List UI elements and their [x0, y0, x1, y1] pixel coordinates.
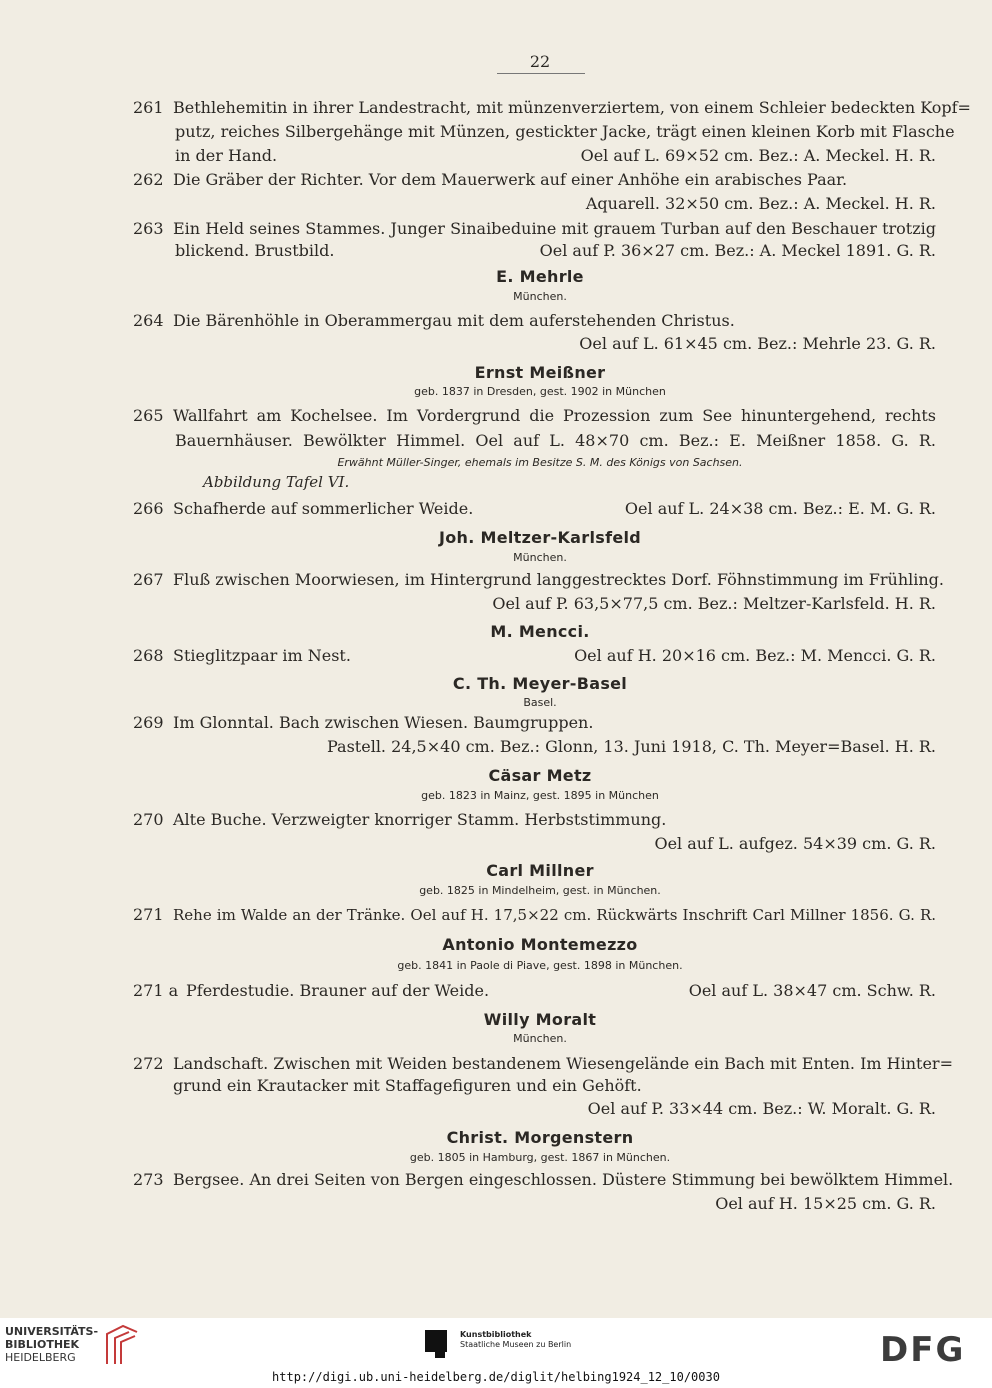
entry-text: Im Glonntal. Bach zwischen Wiesen. Baumgruppen. [173, 713, 594, 732]
logo-text-line: Kunstbibliothek [460, 1330, 532, 1339]
entry-details: Oel auf L. 38×47 cm. Schw. R. [688, 981, 936, 1000]
entry-details: Oel auf L. aufgez. 54×39 cm. G. R. [654, 834, 936, 853]
entry-number: 271 a [133, 981, 179, 1000]
entry-text: Bergsee. An drei Seiten von Bergen eingeschlossen. Düstere Stimmung bei bewölktem Himmel. [173, 1170, 954, 1189]
logo-text-line: UNIVERSITÄTS- [5, 1325, 99, 1338]
artist-info: geb. 1825 in Mindelheim, gest. in München. [419, 884, 661, 897]
entry-details: Pastell. 24,5×40 cm. Bez.: Glonn, 13. Juni 1918, C. Th. Meyer=Basel. H. R. [327, 737, 936, 756]
entry-text: Stieglitzpaar im Nest. [173, 646, 351, 665]
plate-reference: Abbildung Tafel VI. [203, 473, 350, 491]
entry-number: 269 [133, 713, 164, 732]
artist-heading: Cäsar Metz [488, 766, 592, 785]
entry-number: 268 [133, 646, 164, 665]
provenance-note: Erwähnt Müller-Singer, ehemals im Besitze S. M. des Königs von Sachsen. [337, 456, 743, 469]
entry-number: 265 [133, 406, 164, 425]
artist-info: geb. 1805 in Hamburg, gest. 1867 in München. [409, 1151, 671, 1164]
entry-text: Alte Buche. Verzweigter knorriger Stamm. Herbststimmung. [173, 810, 667, 829]
artist-heading: Willy Moralt [483, 1010, 597, 1029]
entry-text: Wallfahrt am Kochelsee. Im Vordergrund die Prozession zum See hinuntergehend, rechts [173, 406, 936, 425]
artist-info: geb. 1823 in Mainz, gest. 1895 in München [421, 789, 659, 802]
artist-info: München. [513, 290, 567, 303]
entry-details: Oel auf P. 36×27 cm. Bez.: A. Meckel 1891. G. R. [539, 241, 936, 260]
logo-text-line: Staatliche Museen zu Berlin [460, 1340, 572, 1349]
library-emblem-icon [103, 1324, 139, 1368]
artist-info: Basel. [523, 696, 557, 709]
entry-text: blickend. Brustbild. [175, 241, 335, 260]
entry-text: grund ein Krautacker mit Staffagefiguren und ein Gehöft. [173, 1076, 642, 1095]
logo-text-line: BIBLIOTHEK [5, 1338, 80, 1351]
entry-details: Oel auf H. 15×25 cm. G. R. [715, 1194, 936, 1213]
kunstbibliothek-logo[interactable] [460, 1330, 571, 1350]
page-number-rule [497, 73, 585, 74]
entry-text: putz, reiches Silbergehänge mit Münzen, gestickter Jacke, trägt einen kleinen Korb mit Flasche [175, 122, 955, 141]
artist-heading: Ernst Meißner [474, 363, 606, 382]
entry-text: Bethlehemitin in ihrer Landestracht, mit münzenverziertem, von einem Schleier bedeckten Kopf= [173, 98, 971, 117]
entry-details: Oel auf P. 33×44 cm. Bez.: W. Moralt. G. R. [587, 1099, 936, 1118]
artist-heading: C. Th. Meyer-Basel [452, 674, 628, 693]
entry-text: Rehe im Walde an der Tränke. Oel auf H. 17,5×22 cm. Rückwärts Inschrift Carl Millner 1856. G. R. [173, 906, 936, 924]
entry-text: in der Hand. [175, 146, 278, 165]
university-library-logo[interactable] [5, 1325, 98, 1364]
artist-heading: M. Mencci. [490, 622, 590, 641]
entry-text: Die Gräber der Richter. Vor dem Mauerwerk auf einer Anhöhe ein arabisches Paar. [173, 170, 848, 189]
artist-info: geb. 1841 in Paole di Piave, gest. 1898 in München. [397, 959, 683, 972]
artist-heading: Joh. Meltzer-Karlsfeld [438, 528, 642, 547]
artist-heading: Christ. Morgenstern [446, 1128, 634, 1147]
artist-heading: E. Mehrle [496, 267, 584, 286]
entry-details: Oel auf L. 24×38 cm. Bez.: E. M. G. R. [624, 499, 936, 518]
logo-text-line: HEIDELBERG [5, 1351, 76, 1364]
entry-number: 272 [133, 1054, 164, 1073]
artist-heading: Carl Millner [486, 861, 594, 880]
entry-number: 263 [133, 219, 164, 238]
artist-info: München. [513, 551, 567, 564]
entry-details: Oel auf L. 61×45 cm. Bez.: Mehrle 23. G. R. [579, 334, 936, 353]
artist-heading: Antonio Montemezzo [442, 935, 638, 954]
entry-number: 271 [133, 905, 164, 924]
entry-text: Ein Held seines Stammes. Junger Sinaibeduine mit grauem Turban auf den Beschauer trotzig [173, 219, 936, 238]
dfg-logo[interactable]: DFG [880, 1330, 966, 1370]
entry-text: Schafherde auf sommerlicher Weide. [173, 499, 474, 518]
artist-info: geb. 1837 in Dresden, gest. 1902 in München [414, 385, 666, 398]
permalink-url[interactable]: http://digi.ub.uni-heidelberg.de/diglit/helbing1924_12_10/0030 [272, 1370, 720, 1384]
entry-number: 261 [133, 98, 164, 117]
entry-details: Oel auf L. 69×52 cm. Bez.: A. Meckel. H. R. [580, 146, 936, 165]
entry-details: Oel auf P. 63,5×77,5 cm. Bez.: Meltzer-Karlsfeld. H. R. [492, 594, 936, 613]
entry-number: 267 [133, 570, 164, 589]
entry-text: Die Bärenhöhle in Oberammergau mit dem auferstehenden Christus. [173, 311, 735, 330]
entry-text: Landschaft. Zwischen mit Weiden bestandenem Wiesengelände ein Bach mit Enten. Im Hinter= [173, 1054, 953, 1073]
entry-number: 270 [133, 810, 164, 829]
entry-details: Aquarell. 32×50 cm. Bez.: A. Meckel. H. R. [585, 194, 936, 213]
entry-number: 264 [133, 311, 164, 330]
artist-info: München. [513, 1032, 567, 1045]
entry-number: 273 [133, 1170, 164, 1189]
entry-text: Bauernhäuser. Bewölkter Himmel. Oel auf L. 48×70 cm. Bez.: E. Meißner 1858. G. R. [175, 431, 936, 450]
entry-text: Pferdestudie. Brauner auf der Weide. [186, 981, 490, 1000]
kunstbibliothek-logo-icon [425, 1330, 451, 1360]
entry-details: Oel auf H. 20×16 cm. Bez.: M. Mencci. G. R. [574, 646, 936, 665]
entry-text: Fluß zwischen Moorwiesen, im Hintergrund langgestrecktes Dorf. Föhnstimmung im Frühling. [173, 570, 944, 589]
entry-number: 266 [133, 499, 164, 518]
entry-number: 262 [133, 170, 164, 189]
page-number: 22 [529, 52, 551, 71]
